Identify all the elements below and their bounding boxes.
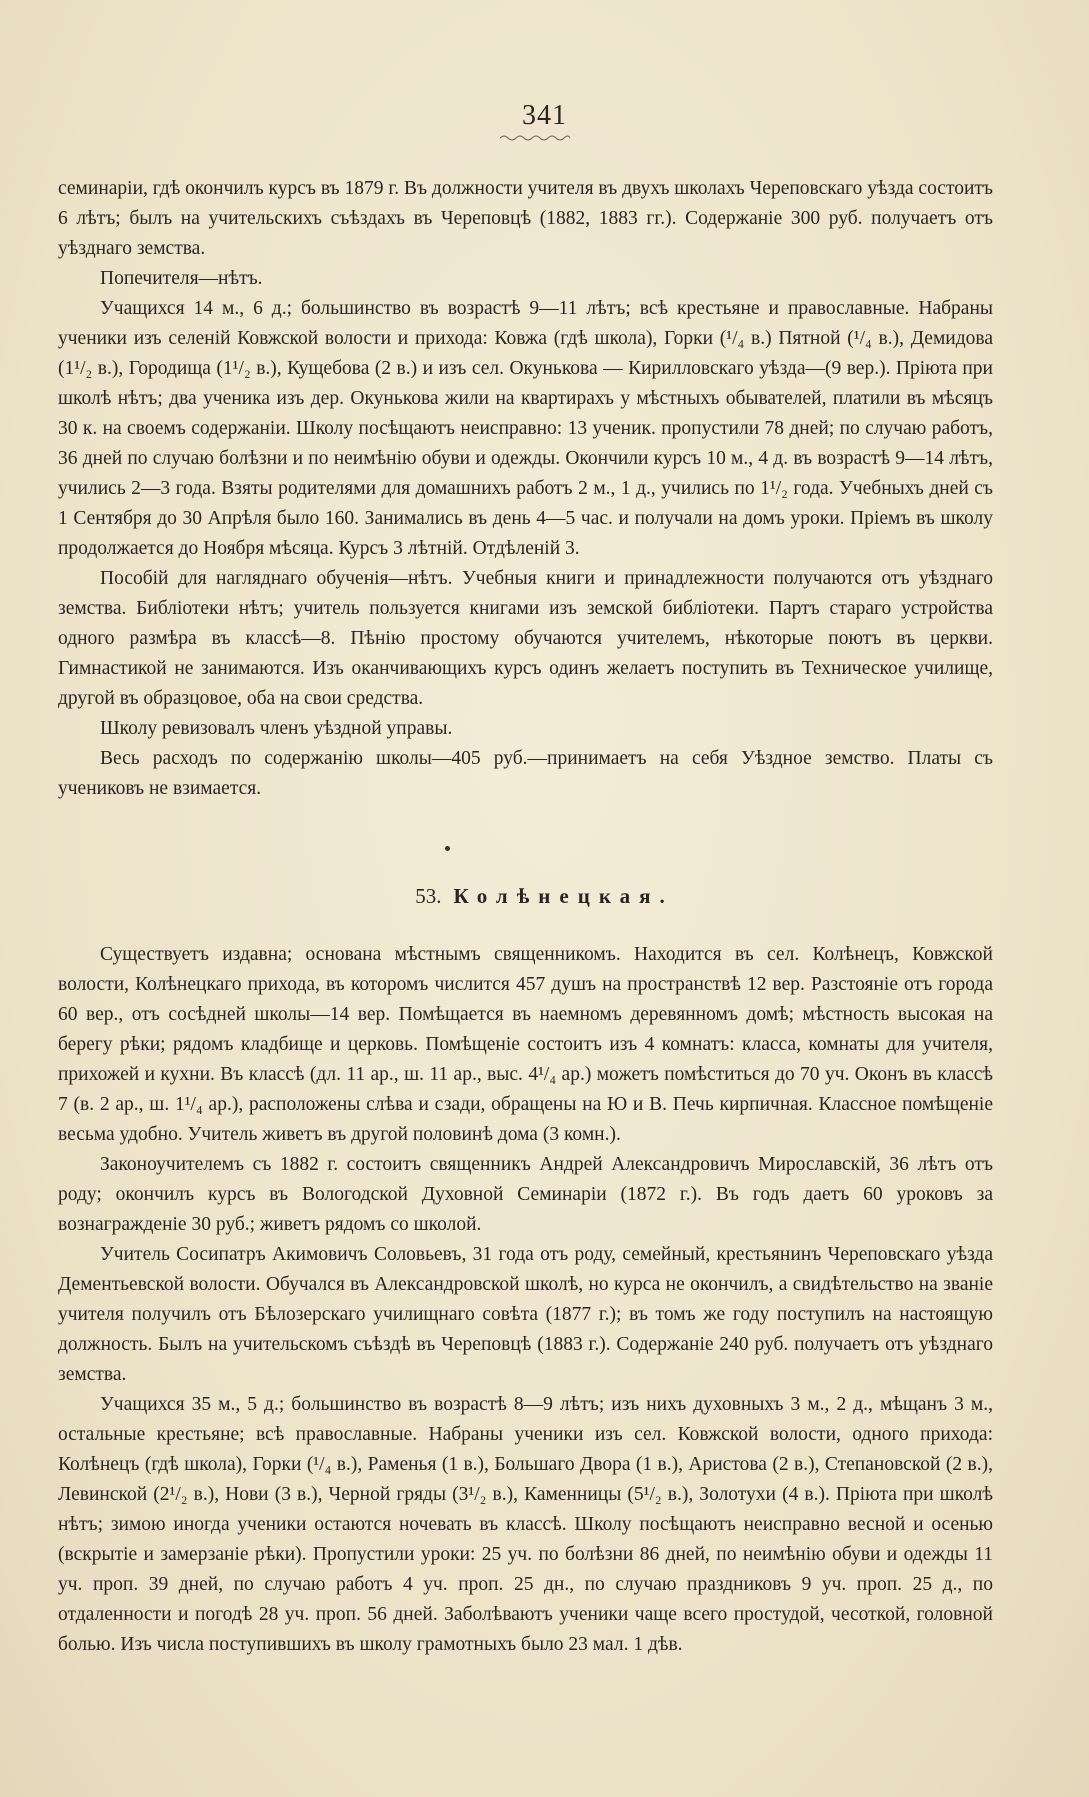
paragraph: Учитель Сосипатръ Акимовичъ Соловьевъ, 31 года отъ роду, семейный, крестьянинъ Череповскаго уѣзда Дементьевской волости. Обучался въ Александровской школѣ, но курса не окончилъ, а свидѣтельство на званіе учителя получилъ отъ Бѣлозерскаго училищнаго совѣта (1877 г.); въ томъ же году поступилъ на настоящую должность. Былъ на учительскомъ съѣздѣ въ Череповцѣ (1883 г.). Содержаніе 240 руб. получаетъ отъ уѣзднаго земства.: [58, 1244, 993, 1385]
section-title: Колѣнецкая.: [453, 884, 674, 908]
paragraph: Законоучителемъ съ 1882 г. состоитъ священникъ Андрей Александровичъ Мирославскій, 36 лѣтъ отъ роду; окончилъ курсъ въ Вологодской Духовной Семинаріи (1872 г.). Въ годъ даетъ 60 уроковъ за вознагражденіе 30 руб.; живетъ рядомъ со школой.: [58, 1154, 993, 1235]
section-number: 53.: [415, 884, 442, 908]
paragraph: Весь расходъ по содержанію школы—405 руб.—принимаетъ на себя Уѣздное земство. Платы съ учениковъ не взимается.: [58, 748, 993, 799]
paragraph: семинаріи, гдѣ окончилъ курсъ въ 1879 г. Въ должности учителя въ двухъ школахъ Череповскаго уѣзда состоитъ 6 лѣтъ; былъ на учительскихъ съѣздахъ въ Череповцѣ (1882, 1883 гг.). Содержаніе 300 руб. получаетъ отъ уѣзднаго земства.: [58, 178, 994, 259]
text-block-previous-school: [58, 174, 993, 804]
paragraph: Существуетъ издавна; основана мѣстнымъ священникомъ. Находится въ сел. Колѣнецъ, Ковжской волости, Колѣнецкаго прихода, въ которомъ числится 457 душъ на пространствѣ 12 вер. Разстояніе отъ города 60 вер., отъ сосѣдней школы—14 вер. Помѣщается въ наемномъ деревянномъ домѣ; мѣстность высокая на берегу рѣки; рядомъ кладбище и церковь. Помѣщеніе состоитъ изъ 4 комнатъ: класса, комнаты для учителя, прихожей и кухни. Въ классѣ (дл. 11 ар., ш. 11 ар., выс. 4¹/₄ ар.) можетъ помѣститься до 70 уч. Оконъ въ классѣ 7 (в. 2 ар., ш. 1¹/₄ ар.), расположены слѣва и сзади, обращены на Ю и В. Печь кирпичная. Классное помѣщеніе весьма удобно. Учитель живетъ въ другой половинѣ дома (3 комн.).: [58, 944, 993, 1145]
speck: [445, 846, 450, 851]
paragraph: Попечителя—нѣтъ.: [100, 268, 263, 289]
text-block-kolenetskaya: [58, 940, 993, 1660]
section-heading: [0, 884, 1089, 909]
paragraph: Учащихся 35 м., 5 д.; большинство въ возрастѣ 8—9 лѣтъ; изъ нихъ духовныхъ 3 м., 2 д., мѣщанъ 3 м., остальные крестьяне; всѣ православные. Набраны ученики изъ сел. Ковжской волости, одного прихода: Колѣнецъ (гдѣ школа), Горки (¹/₄ в.), Раменья (1 в.), Большаго Двора (1 в.), Аристова (2 в.), Степановской (2 в.), Левинской (2¹/₂ в.), Нови (3 в.), Черной гряды (3¹/₂ в.), Каменницы (5¹/₂ в.), Золотухи (4 в.). Пріюта при школѣ нѣтъ; зимою иногда ученики остаются ночевать въ классѣ. Школу посѣщаютъ неисправно весной и осенью (вскрытіе и замерзаніе рѣки). Пропустили уроки: 25 уч. по болѣзни 86 дней, по неимѣнію обуви и одежды 11 уч. проп. 39 дней, по случаю работъ 4 уч. проп. 25 дн., по случаю праздниковъ 9 уч. проп. 25 д., по отдаленности и погодѣ 28 уч. проп. 56 дней. Заболѣваютъ ученики чаще всего простудой, чесоткой, головной болью. Изъ числа поступившихъ въ школу грамотныхъ было 23 мал. 1 дѣв.: [58, 1394, 993, 1655]
paragraph: Учащихся 14 м., 6 д.; большинство въ возрастѣ 9—11 лѣтъ; всѣ крестьяне и православные. Набраны ученики изъ селеній Ковжской волости и прихода: Ковжа (гдѣ школа), Горки (¹/₄ в.) Пятной (¹/₄ в.), Демидова (1¹/₂ в.), Городища (1¹/₂ в.), Кущебова (2 в.) и изъ сел. Окунькова — Кирилловскаго уѣзда—(9 вер.). Пріюта при школѣ нѣтъ; два ученика изъ дер. Окунькова жили на квартирахъ у мѣстныхъ обывателей, платили въ мѣсяцъ 30 к. на своемъ содержаніи. Школу посѣщаютъ неисправно: 13 ученик. пропустили 78 дней; по случаю работъ, 36 дней по случаю болѣзни и по неимѣнію обуви и одежды. Окончили курсъ 10 м., 4 д. въ возрастѣ 9—14 лѣтъ, учились 2—3 года. Взяты родителями для домашнихъ работъ 2 м., 1 д., учились по 1¹/₂ года. Учебныхъ дней съ 1 Сентября до 30 Апрѣля было 160. Занимались въ день 4—5 час. и получали на домъ уроки. Пріемъ въ школу продолжается до Ноября мѣсяца. Курсъ 3 лѣтній. Отдѣленій 3.: [58, 298, 993, 559]
page-number: 341: [522, 100, 567, 131]
paragraph: Пособій для нагляднаго обученія—нѣтъ. Учебныя книги и принадлежности получаются отъ уѣзднаго земства. Библіотеки нѣтъ; учитель пользуется книгами изъ земской библіотеки. Партъ стараго устройства одного размѣра въ классѣ—8. Пѣнію простому обучаются учителемъ, нѣкоторые поютъ въ церкви. Гимнастикой не занимаются. Изъ оканчивающихъ курсъ одинъ желаетъ поступить въ Техническое училище, другой въ образцовое, оба на свои средства.: [58, 568, 993, 709]
paragraph: Школу ревизовалъ членъ уѣздной управы.: [100, 718, 453, 739]
wavy-ornament: [500, 134, 570, 142]
